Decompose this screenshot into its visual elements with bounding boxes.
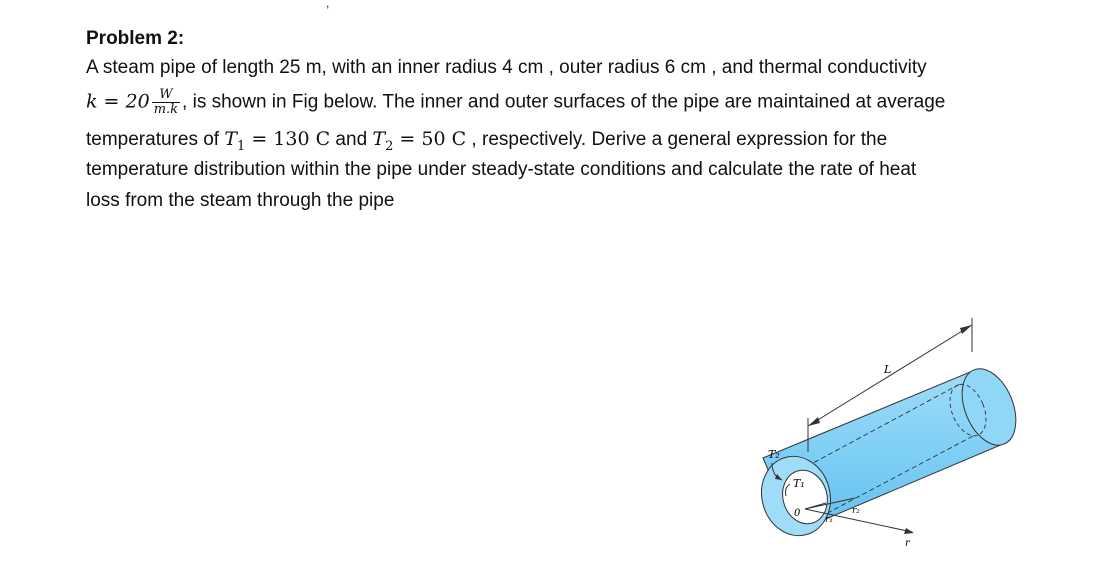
t1-value: = 130 C xyxy=(245,128,331,150)
and-word: and xyxy=(330,129,373,150)
dim-arrow-left xyxy=(808,417,820,426)
label-r: r xyxy=(905,538,910,549)
label-T1: T₁ xyxy=(793,477,805,490)
t1-symbol: T xyxy=(224,128,238,150)
dim-arrow-right xyxy=(960,325,972,334)
line-3-rest: , respectively. Derive a general expression for the xyxy=(466,129,888,150)
line-3-lead: temperatures of xyxy=(86,129,225,150)
t2-symbol: T xyxy=(372,128,386,150)
t2-value: = 50 C xyxy=(393,128,467,150)
problem-line-4: temperature distribution within the pipe under steady-state conditions and calculate the rate of heat xyxy=(86,159,917,180)
label-0: 0 xyxy=(794,508,801,519)
label-r2: r₂ xyxy=(852,506,860,516)
t1-subscript: 1 xyxy=(237,138,246,154)
line-2-text: , is shown in Fig below. The inner and outer surfaces of the pipe are maintained at average xyxy=(182,91,946,113)
problem-heading: Problem 2: xyxy=(86,28,185,49)
problem-line-1: A steam pipe of length 25 m, with an inner radius 4 cm , outer radius 6 cm , and thermal conductivity xyxy=(86,57,927,78)
label-T2: T₂ xyxy=(768,448,780,461)
label-L: L xyxy=(884,363,892,376)
t2-subscript: 2 xyxy=(385,138,394,154)
r-axis-head xyxy=(904,528,914,534)
top-mark: , xyxy=(326,0,330,10)
k-prefix: k = 20 xyxy=(86,90,150,113)
k-numerator: W xyxy=(152,88,180,103)
label-r1: r₁ xyxy=(825,515,833,525)
problem-line-5: loss from the steam through the pipe xyxy=(86,190,395,211)
k-denominator: m.k xyxy=(153,102,179,117)
